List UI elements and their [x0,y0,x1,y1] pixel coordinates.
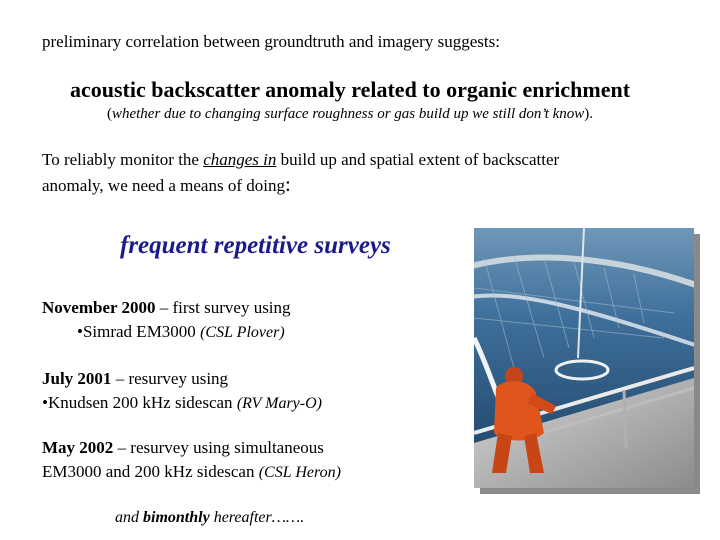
survey-1-text: – first survey using [155,298,291,317]
main-heading: acoustic backscatter anomaly related to organic enrichment [69,77,631,102]
note-open: ( [106,106,112,122]
subheading: frequent repetitive surveys [120,232,391,259]
survey-1-line [42,298,291,318]
closing-bold: bimonthly [143,509,210,526]
photo-scene [474,228,694,488]
paragraph-pre: To reliably monitor the [42,150,204,169]
closing-line [115,509,304,527]
survey-2-date: July 2001 [42,369,112,388]
closing-post: hereafter……. [209,509,305,526]
paragraph-colon: : [284,172,291,196]
paragraph-line-2 [42,172,291,196]
note-line [0,106,700,123]
closing-pre: and [115,509,143,526]
survey-3-vessel: (CSL Heron) [258,464,341,481]
intro-text: preliminary correlation between groundtruth and imagery suggests: [42,32,500,51]
paragraph-post: build up and spatial extent of backscatter [276,150,560,169]
paragraph-underlined: changes in [203,150,277,169]
survey-3-text: – resurvey using simultaneous [113,438,324,457]
survey-1-vessel: (CSL Plover) [200,324,285,341]
survey-1-date: November 2000 [42,298,156,317]
survey-2-vessel: (RV Mary-O) [236,395,322,412]
rail-post [624,390,626,448]
paragraph-line-1 [42,150,559,170]
survey-2-detail-line [42,393,322,413]
note-close: ). [584,106,594,122]
survey-2-line [42,369,228,389]
survey-3-line [42,438,324,458]
survey-1-detail-line [77,322,285,342]
survey-2-detail: •Knudsen 200 kHz sidescan [42,393,237,412]
survey-3-detail-line [42,462,341,482]
survey-3-detail: EM3000 and 200 kHz sidescan [42,462,259,481]
survey-2-text: – resurvey using [111,369,229,388]
note-italic: whether due to changing surface roughness or gas build up we still don’t know [111,106,585,122]
survey-photo [474,228,694,488]
survey-3-date: May 2002 [42,438,114,457]
paragraph-line2-text: anomaly, we need a means of doing [42,176,285,195]
survey-1-detail: •Simrad EM3000 [77,322,201,341]
